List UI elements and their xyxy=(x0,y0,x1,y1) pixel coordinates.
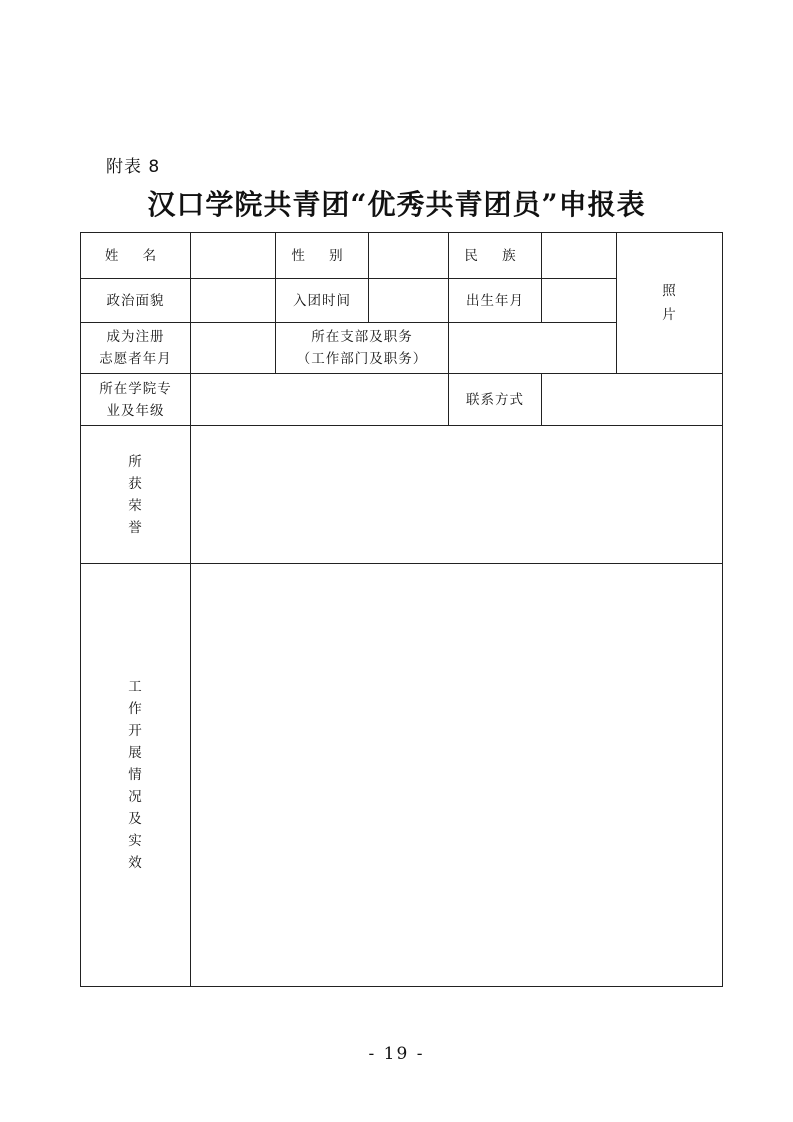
gender-label-cell xyxy=(276,233,369,279)
branch-position-field[interactable] xyxy=(449,323,617,374)
college-major-label-line1: 所在学院专 xyxy=(99,380,172,397)
name-label: 姓 名 xyxy=(104,247,167,264)
league-join-date-label: 入团时间 xyxy=(293,292,351,309)
honors-label: 所获荣誉 xyxy=(128,453,143,536)
volunteer-reg-field[interactable] xyxy=(191,323,276,374)
political-status-label: 政治面貌 xyxy=(106,292,165,309)
branch-position-label-line1: 所在支部及职务 xyxy=(311,329,413,345)
work-label-cell xyxy=(81,564,191,987)
college-major-label-line2: 业及年级 xyxy=(106,402,165,419)
birth-date-field[interactable] xyxy=(542,279,617,323)
work-label: 工作开展情况及实效 xyxy=(128,679,143,871)
volunteer-reg-label-line1: 成为注册 xyxy=(106,329,165,345)
gender-label: 性 别 xyxy=(291,247,353,264)
league-join-date-label-cell xyxy=(276,279,369,323)
volunteer-reg-label-cell xyxy=(81,323,191,374)
honors-field[interactable] xyxy=(191,426,723,564)
ethnicity-field[interactable] xyxy=(542,233,617,279)
college-major-label-cell xyxy=(81,374,191,426)
photo-label: 照片 xyxy=(662,283,677,323)
page-title: 汉口学院共青团“优秀共青团员”申报表 xyxy=(147,188,646,221)
branch-position-label-line2: （工作部门及职务） xyxy=(296,351,428,367)
honors-label-cell xyxy=(81,426,191,564)
birth-date-label: 出生年月 xyxy=(466,292,524,309)
gender-field[interactable] xyxy=(369,233,449,279)
branch-position-label-cell xyxy=(276,323,449,374)
ethnicity-label-cell xyxy=(449,233,542,279)
page-number: - 19 - xyxy=(368,1044,425,1064)
photo-cell[interactable] xyxy=(617,233,723,374)
work-field[interactable] xyxy=(191,564,723,987)
political-status-field[interactable] xyxy=(191,279,276,323)
application-form-table xyxy=(80,232,723,987)
birth-date-label-cell xyxy=(449,279,542,323)
appendix-label: 附表 8 xyxy=(106,157,161,177)
contact-field[interactable] xyxy=(542,374,723,426)
name-field[interactable] xyxy=(191,233,276,279)
ethnicity-label: 民 族 xyxy=(464,247,526,264)
college-major-field[interactable] xyxy=(191,374,449,426)
league-join-date-field[interactable] xyxy=(369,279,449,323)
volunteer-reg-label-line2: 志愿者年月 xyxy=(99,351,172,367)
contact-label: 联系方式 xyxy=(466,391,524,408)
political-status-label-cell xyxy=(81,279,191,323)
contact-label-cell xyxy=(449,374,542,426)
name-label-cell xyxy=(81,233,191,279)
